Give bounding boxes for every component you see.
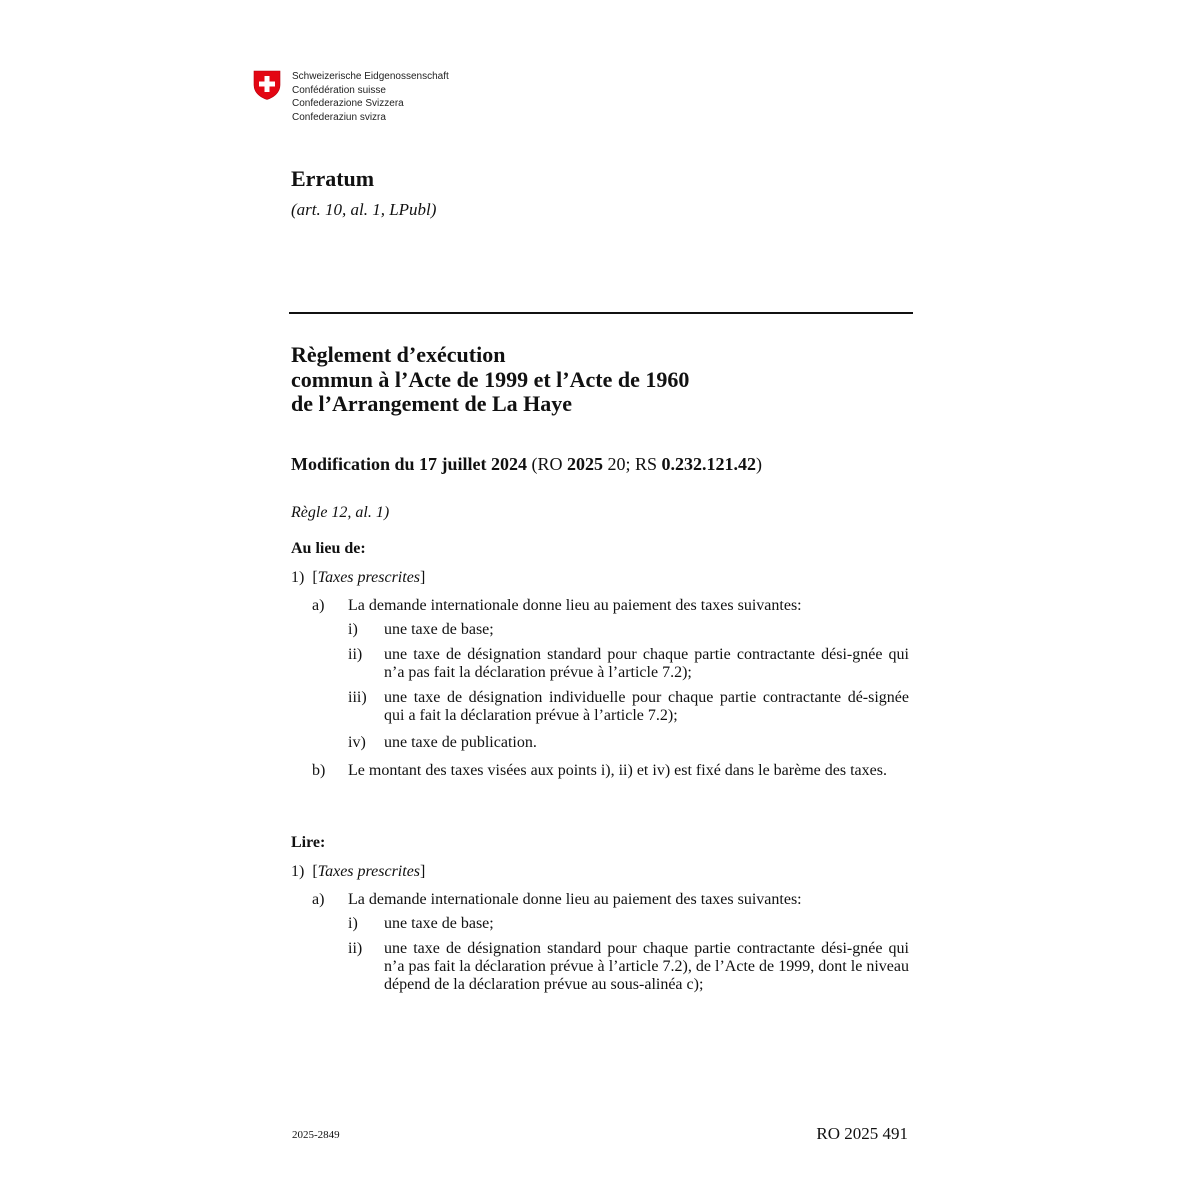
- instead-b-label: b): [312, 762, 326, 779]
- instead-item-label: i): [348, 621, 358, 638]
- read-item-label: ii): [348, 940, 363, 957]
- erratum-title: Erratum: [291, 166, 375, 191]
- instead-item-label: ii): [348, 646, 363, 663]
- para-number: 1): [291, 569, 305, 586]
- regulation-title: [291, 343, 689, 417]
- confederation-names: [292, 70, 449, 124]
- bracket-close: ]: [420, 863, 426, 880]
- bracket-open: [: [312, 863, 318, 880]
- para-number: 1): [291, 863, 305, 880]
- confederation-name-de: Schweizerische Eidgenossenschaft: [292, 71, 449, 82]
- read-a-text: La demande internationale donne lieu au paiement des taxes suivantes:: [348, 891, 802, 908]
- regulation-title-line: de l’Arrangement de La Haye: [291, 391, 573, 416]
- read-heading: Lire:: [291, 834, 326, 851]
- bracket-open: [: [312, 569, 318, 586]
- para-title: Taxes prescrites: [317, 863, 421, 880]
- instead-heading: Au lieu de:: [291, 540, 366, 557]
- ro-reference: RO 2025 491: [816, 1124, 908, 1143]
- confederation-name-it: Confederazione Svizzera: [292, 98, 404, 110]
- confederation-name-fr: Confédération suisse: [292, 84, 386, 96]
- instead-item-text: une taxe de publication.: [384, 734, 537, 751]
- rs-number: 0.232.121.42: [661, 454, 757, 474]
- erratum-subtitle: (art. 10, al. 1, LPubl): [291, 200, 437, 219]
- instead-item-text: une taxe de base;: [384, 621, 494, 638]
- ro-suffix: ): [756, 454, 763, 474]
- instead-a-label: a): [312, 597, 325, 614]
- instead-a-text: La demande internationale donne lieu au paiement des taxes suivantes:: [348, 597, 802, 614]
- bracket-close: ]: [420, 569, 426, 586]
- instead-item-label: iv): [348, 734, 366, 751]
- read-item-text: une taxe de base;: [384, 915, 494, 932]
- read-para-1: [291, 863, 425, 881]
- regulation-title-line: commun à l’Acte de 1999 et l’Acte de 1960: [291, 366, 690, 392]
- modification-line: [291, 454, 762, 475]
- read-a-label: a): [312, 891, 325, 908]
- ro-year: 2025: [567, 454, 604, 474]
- instead-item-text: une taxe de désignation individuelle pour chaque partie contractante dé-signée qui a fait la déclaration prévue à l’article 7.2);: [384, 689, 909, 724]
- swiss-coat-of-arms-logo: [253, 70, 281, 100]
- instead-b-text: Le montant des taxes visées aux points i), ii) et iv) est fixé dans le barème des taxes.: [348, 762, 887, 779]
- read-item-text: une taxe de désignation standard pour chaque partie contractante dési-gnée qui n’a pas fait la déclaration prévue à l’article 7.2), de l’Acte de 1999, dont le niveau dépend de la déclaration prévue au sous-alinéa c);: [384, 940, 909, 993]
- para-title: Taxes prescrites: [317, 569, 421, 586]
- horizontal-rule: [289, 312, 913, 314]
- confederation-name-rm: Confederaziun svizra: [292, 111, 386, 123]
- regulation-title-line: Règlement d’exécution: [291, 342, 506, 367]
- instead-para-1: [291, 569, 425, 587]
- instead-item-text: une taxe de désignation standard pour chaque partie contractante dési-gnée qui n’a pas fait la déclaration prévue à l’article 7.2);: [384, 646, 909, 681]
- instead-item-label: iii): [348, 689, 367, 706]
- read-item-label: i): [348, 915, 358, 932]
- modification-date: Modification du 17 juillet 2024: [291, 454, 528, 474]
- document-number: 2025-2849: [292, 1129, 340, 1141]
- swiss-cross-icon: [253, 70, 281, 100]
- rule-reference: Règle 12, al. 1): [291, 504, 390, 521]
- ro-prefix: (RO: [531, 454, 568, 474]
- ro-mid: 20; RS: [603, 454, 662, 474]
